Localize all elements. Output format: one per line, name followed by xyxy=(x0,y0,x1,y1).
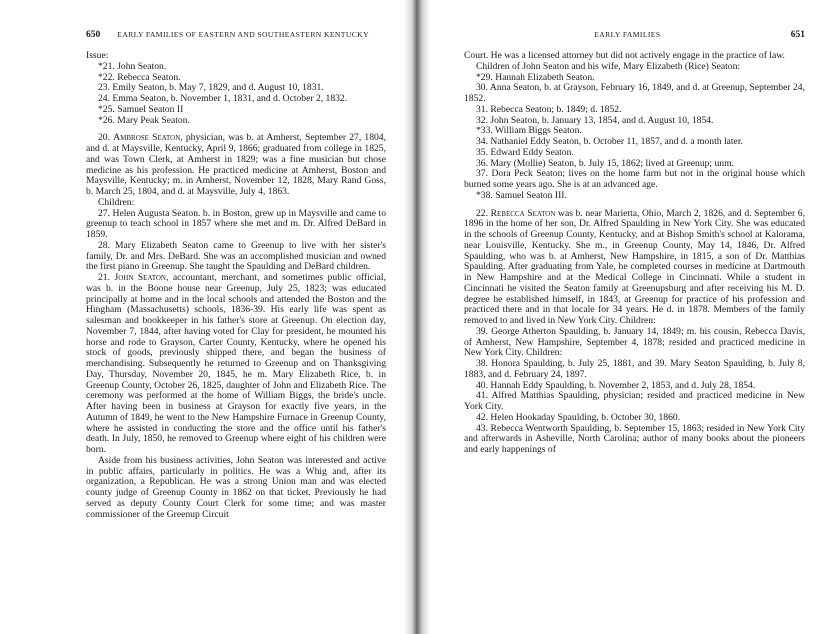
issue-item: *21. John Seaton. xyxy=(98,60,167,72)
entry-name: Rebecca Seaton xyxy=(490,207,556,219)
issue-item: 24. Emma Seaton, b. November 1, 1831, and d. October 2, 1832. xyxy=(98,93,348,104)
right-page-text xyxy=(464,51,805,456)
left-running-head xyxy=(86,30,386,40)
child-entry: 31. Rebecca Seaton; b. 1849; d. 1852. xyxy=(476,103,622,115)
entry-28: 28. Mary Elizabeth Seaton came to Greenup to live with her sister's family, Dr. and Mrs. DeBard. She was an accomplished musician and owned the first piano in Greenup. She taught the Spaulding and DeBard children. xyxy=(86,239,386,273)
child-entry: 32. John Seaton, b. January 13, 1854, and d. August 10, 1854. xyxy=(476,114,714,126)
entry-number: 20. xyxy=(98,132,110,144)
entry-40: 40. Hannah Eddy Spaulding, b. November 2, 1853, and d. July 28, 1854. xyxy=(476,379,756,391)
child-entry: *38. Samuel Seaton III. xyxy=(476,189,567,201)
paragraph-aside: Aside from his business activities, John Seaton was interested and active in public affairs, particularly in politics. He was a Whig and, after its organization, a Republican. He was a strong Union man and was elected county judge of Greenup County in 1862 on that ticket. Previously he had served as deputy County Court Clerk for some time; and was master commissioner of the Greenup Circuit xyxy=(86,454,386,520)
issue-item: *26. Mary Peak Seaton. xyxy=(98,114,190,126)
entry-name: Ambrose Seaton xyxy=(113,132,181,144)
left-running-title: EARLY FAMILIES OF EASTERN AND SOUTHEASTERN KENTUCKY xyxy=(117,30,369,39)
entry-41: 41. Alfred Matthias Spaulding, physician; resided and practiced medicine in New York City. xyxy=(464,390,805,412)
issue-item: *25. Samuel Seaton II xyxy=(98,103,184,115)
entry-body: , accountant, merchant, and sometimes public official, was b. in the Boone house near Greenup, July 25, 1823; was educated principally at home and in the local schools and attended the Boston and the Hingham (Massachusetts) schools, 1836-39. His early life was spent as salesman and bookkeeper in his father's store at Greenup. On election day, November 7, 1844, after having voted for Clay for president, he mounted his horse and rode to Grayson, Carter County, Kentucky, where he opened his stock of goods, previously shipped there, and began the business of merchandising. Subsequently he returned to Greenup and on Thanksgiving Day, Thursday, November 20, 1845, he m. Mary Elizabeth Rice, b. in Greenup County, October 26, 1825, daughter of John and Elizabeth Rice. The ceremony was performed at the home of William Biggs, the bride's uncle. After having been in business at Grayson for exactly five years, in the Autumn of 1849, he went to the New Hampshire Furnace in Greenup County, where he assisted in conducting the store and the office until his father's death. In July, 1850, he removed to Greenup where eight of his children were born. xyxy=(86,272,386,455)
left-page xyxy=(0,0,411,634)
paragraph-court: Court. He was a licensed attorney but did not actively engage in the practice of law. xyxy=(464,50,785,61)
child-entry: *29. Hannah Elizabeth Seaton. xyxy=(476,71,595,83)
child-entry: 30. Anna Seaton, b. at Grayson, February 16, 1849, and d. at Greenup, September 24, 1852. xyxy=(464,82,805,104)
right-running-head xyxy=(464,30,805,40)
entry-38: 38. Honora Spaulding, b. July 25, 1881, and 39. Mary Seaton Spaulding, b. July 8, 1883, and d. February 24, 1897. xyxy=(464,358,805,380)
children-label: Children: xyxy=(98,196,135,208)
left-page-number: 650 xyxy=(86,30,101,40)
child-entry: *33. William Biggs Seaton. xyxy=(476,125,582,137)
entry-42: 42. Helen Hookaday Spaulding, b. October 30, 1860. xyxy=(476,411,681,423)
right-page xyxy=(420,0,823,634)
entry-22 xyxy=(464,209,805,327)
child-entry: 37. Dora Peck Seaton; lives on the home farm but not in the original house which burned some years ago. She is at an advanced age. xyxy=(464,168,805,190)
entry-20 xyxy=(86,133,386,198)
issue-item: *22. Rebecca Seaton. xyxy=(98,71,181,83)
issue-item: 23. Emily Seaton, b. May 7, 1829, and d. August 10, 1831. xyxy=(98,82,324,94)
entry-name: John Seaton xyxy=(114,272,166,283)
child-entry: 36. Mary (Mollie) Seaton, b. July 15, 1862; lived at Greenup; unm. xyxy=(476,157,734,169)
entry-43: 43. Rebecca Wentworth Spaulding, b. September 15, 1863; resided in New York City and afterwards in Asheville, North Carolina; author of many books about the pioneers and early happenings of xyxy=(464,422,805,455)
entry-21 xyxy=(86,273,386,456)
entry-number: 22. xyxy=(476,207,488,219)
children-intro: Children of John Seaton and his wife, Mary Elizabeth (Rice) Seaton: xyxy=(476,60,741,72)
child-entry: 34. Nathaniel Eddy Seaton, b. October 11, 1857, and d. a month later. xyxy=(476,136,743,147)
child-entry: 35. Edward Eddy Seaton. xyxy=(476,146,574,158)
right-running-title: EARLY FAMILIES xyxy=(594,30,661,39)
entry-number: 21. xyxy=(98,272,110,283)
entry-27: 27. Helen Augusta Seaton. b. in Boston, grew up in Maysville and came to greenup to teach school in 1857 where she met and m. Dr. Alfred DeBard in 1859. xyxy=(86,207,386,240)
left-page-text xyxy=(86,51,386,520)
entry-39: 39. George Atherton Spaulding, b. January 14, 1849; m. his cousin, Rebecca Davis, of Amherst, New Hampshire, September 4, 1878; resided and practiced medicine in New York City. Children: xyxy=(464,325,805,359)
issue-label: Issue: xyxy=(86,50,109,61)
right-page-number: 651 xyxy=(790,30,805,40)
entry-body: was b. near Marietta, Ohio, March 2, 1826, and d. September 6, 1896 in the home of her son, Dr. Alfred Spaulding in New York City. She was educated in the schools of Greenup County, Kentucky, and at Bishop Smith's school at Kalorama, near Louisville, Kentucky. She m., in Greenup County, May 14, 1846, Dr. Alfred Spaulding, who was b. at Amherst, New Hampshire, in 1815, a son of Dr. Matthias Spaulding. After graduating from Yale, he completed courses in medicine at Dartmouth in New Hampshire and at the Medical College in Cincinnati. While a student in Cincinnati he visited the Seaton family at Greenupsburg and after receiving his M. D. degree he established himself, in 1843, at Greenup for practice of his profession and practiced there and in that locale for 34 years. He d. in 1878. Members of the family removed to and lived in New York City. Children: xyxy=(464,207,805,326)
entry-body: , physician, was b. at Amherst, September 27, 1804, and d. at Maysville, Kentucky, April 9, 1866; graduated from college in 1825, and was Town Clerk, at Amherst in 1829; was a fine musician but chose medicine as his profession. He practiced medicine at Amherst, Boston and Maysville, Kentucky; m. in Amherst, November 12, 1828, Mary Rand Goss, b. March 25, 1804, and d. at Maysville, July 4, 1863. xyxy=(86,132,386,197)
